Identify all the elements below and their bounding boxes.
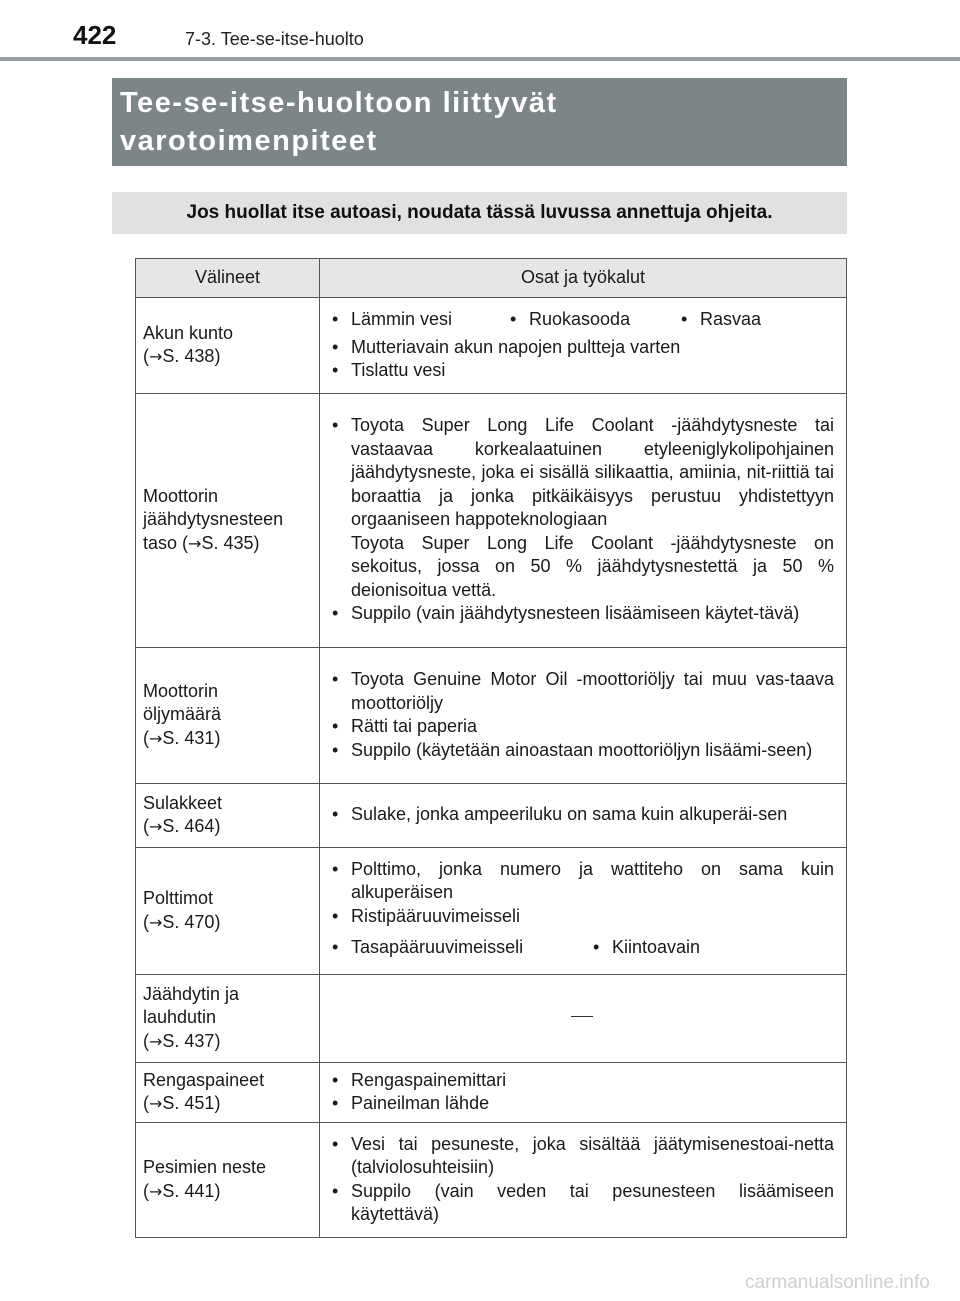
parts-cell <box>320 1122 847 1237</box>
list-item: • Sulake, jonka ampeeriluku on sama kuin alkuperäi-sen <box>330 803 834 827</box>
list-item: • Toyota Super Long Life Coolant -jäähdytysneste tai vastaavaa korkealaatuinen etyleeniglykolipohjainen jäähdytysneste, joka ei sisällä silikaattia, amiinia, nit-riittiä tai boraattia ja jonka pitkäikäisyys perustuu yhdistettyyn orgaaniseen happoteknologiaan Toyota Super Long Life Coolant -jäähdytysneste on sekoitus, jossa on 50 % jäähdytysnestettä ja 50 % deionisoitua vettä. <box>330 414 834 602</box>
arrow-icon: → <box>149 1181 163 1201</box>
parts-cell <box>320 393 847 647</box>
arrow-icon: → <box>149 347 163 367</box>
coolant-note: Toyota Super Long Life Coolant -jäähdytysneste on sekoitus, jossa on 50 % jäähdytysnestettä ja 50 % deionisoitua vettä. <box>351 532 834 600</box>
list-item: • Vesi tai pesuneste, joka sisältää jäätymisenestoai-netta (talviolosuhteisiin) <box>330 1133 834 1180</box>
list-item: • Paineilman lähde <box>330 1092 834 1116</box>
table-header-row <box>136 259 847 298</box>
list-item: • Ristipääruuvimeisseli <box>330 905 834 929</box>
table-row <box>136 393 847 647</box>
parts-list <box>330 336 834 383</box>
inline-item-row <box>330 936 834 964</box>
tool-cell: Pesimien neste (→S. 441) <box>136 1122 320 1237</box>
parts-cell <box>320 847 847 974</box>
parts-cell <box>320 1062 847 1122</box>
title-banner <box>112 78 847 166</box>
tool-cell: Polttimot (→S. 470) <box>136 847 320 974</box>
list-item: • Suppilo (käytetään ainoastaan moottoriöljyn lisäämi-seen) <box>330 739 834 763</box>
header-rule <box>0 57 960 61</box>
list-item: • Suppilo (vain veden tai pesunesteen lisäämiseen käytettävä) <box>330 1180 834 1227</box>
table-row <box>136 647 847 783</box>
tool-cell: Sulakkeet (→S. 464) <box>136 783 320 847</box>
parts-list <box>330 858 834 929</box>
table-row <box>136 1122 847 1237</box>
page-number: 422 <box>73 20 117 50</box>
arrow-icon: → <box>149 1094 163 1113</box>
parts-list <box>330 1133 834 1227</box>
empty-dash <box>571 1016 593 1017</box>
inline-item-row <box>330 308 834 336</box>
list-item: • Mutteriavain akun napojen pultteja varten <box>330 336 834 360</box>
tool-cell: Moottorin jäähdytysnesteen taso (→S. 435) <box>136 393 320 647</box>
table-row <box>136 847 847 974</box>
parts-cell <box>320 647 847 783</box>
intro-box: Jos huollat itse autoasi, noudata tässä luvussa annettuja ohjeita. <box>112 192 847 234</box>
list-item: • Ruokasooda <box>508 308 679 332</box>
tool-cell: Jäähdytin ja lauhdutin (→S. 437) <box>136 974 320 1062</box>
parts-list <box>330 803 834 827</box>
column-header-parts: Osat ja työkalut <box>320 259 847 298</box>
list-item: • Lämmin vesi <box>330 308 508 332</box>
list-item: • Tislattu vesi <box>330 359 834 383</box>
title-line-1: Tee-se-itse-huoltoon liittyvät <box>120 87 558 119</box>
table-row <box>136 1062 847 1122</box>
tool-cell: Rengaspaineet (→S. 451) <box>136 1062 320 1122</box>
tools-table <box>135 258 847 1238</box>
parts-cell <box>320 783 847 847</box>
list-item: • Rasvaa <box>679 308 761 332</box>
tool-cell: Moottorin öljymäärä (→S. 431) <box>136 647 320 783</box>
table-row <box>136 783 847 847</box>
tool-cell: Akun kunto (→S. 438) <box>136 298 320 394</box>
parts-list <box>330 414 834 626</box>
arrow-icon: → <box>149 912 163 932</box>
arrow-icon: → <box>188 533 202 553</box>
parts-cell <box>320 974 847 1062</box>
list-item: • Rätti tai paperia <box>330 715 834 739</box>
parts-list <box>330 668 834 762</box>
list-item: • Suppilo (vain jäähdytysnesteen lisäämiseen käytet-tävä) <box>330 602 834 626</box>
list-item: • Polttimo, jonka numero ja wattiteho on sama kuin alkuperäisen <box>330 858 834 905</box>
column-header-tools: Välineet <box>136 259 320 298</box>
parts-list <box>330 1069 834 1116</box>
list-item: • Tasapääruuvimeisseli <box>330 936 591 960</box>
arrow-icon: → <box>149 1031 163 1051</box>
list-item: • Rengaspainemittari <box>330 1069 834 1093</box>
parts-cell <box>320 298 847 394</box>
watermark: carmanualsonline.info <box>745 1272 930 1293</box>
table-row <box>136 974 847 1062</box>
table-row <box>136 298 847 394</box>
arrow-icon: → <box>149 728 163 748</box>
list-item: • Toyota Genuine Motor Oil -moottoriöljy tai muu vas-taava moottoriöljy <box>330 668 834 715</box>
list-item: • Kiintoavain <box>591 936 700 960</box>
title-line-2: varotoimenpiteet <box>120 125 378 157</box>
arrow-icon: → <box>149 817 163 836</box>
section-label: 7-3. Tee-se-itse-huolto <box>185 29 364 49</box>
